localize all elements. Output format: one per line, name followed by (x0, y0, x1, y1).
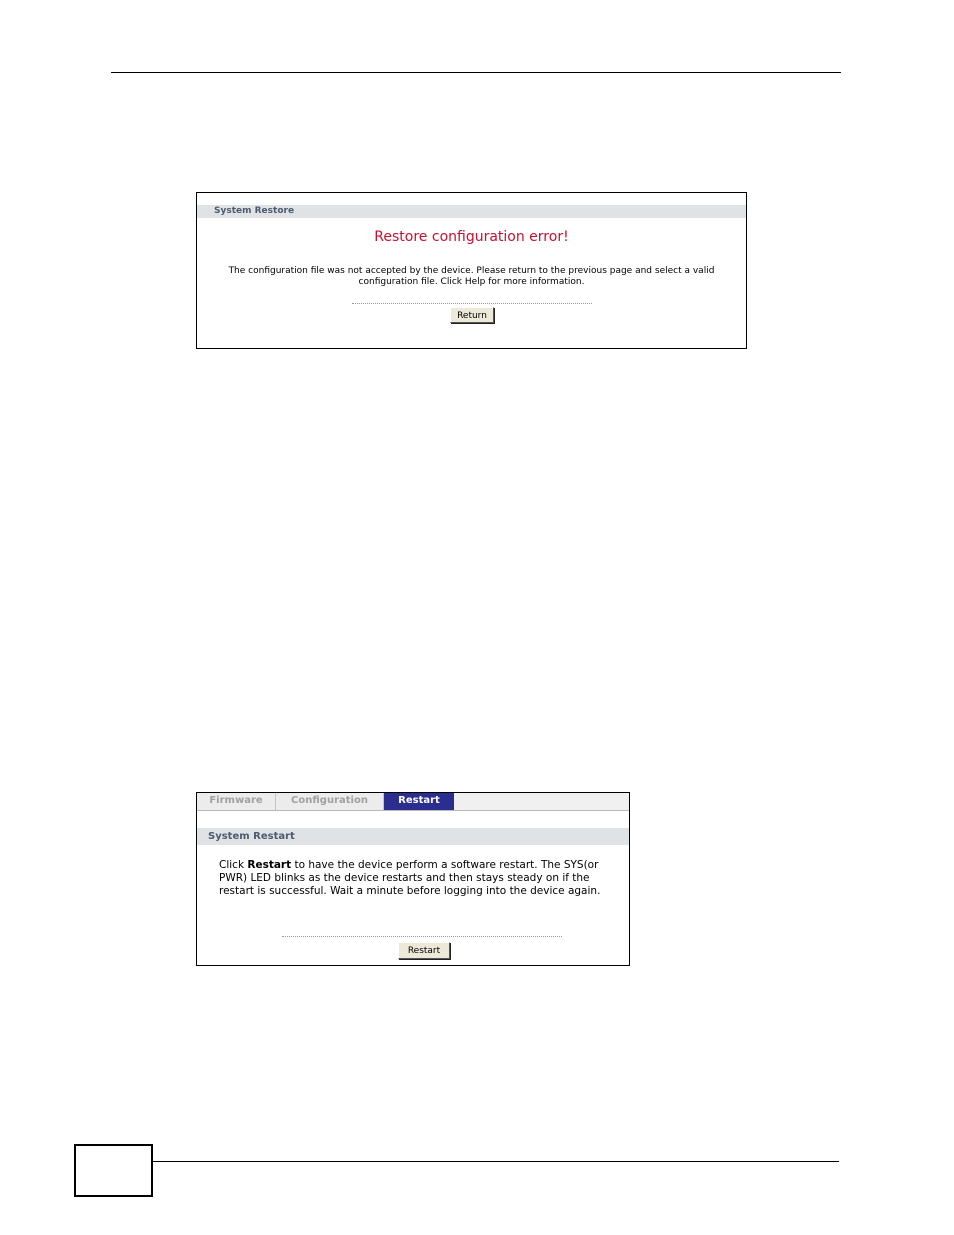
restart-message (219, 859, 619, 898)
dotted-divider (352, 303, 592, 304)
footer-rule (151, 1161, 839, 1162)
system-restore-screenshot (196, 192, 747, 349)
header-rule (111, 72, 841, 73)
error-message-line: The configuration file was not accepted by the device. Please return to the previous page and select a valid (228, 266, 715, 276)
system-restart-screenshot (196, 792, 630, 966)
page-number-box (74, 1144, 153, 1197)
restart-button[interactable]: Restart (398, 942, 450, 959)
restart-keyword: Restart (247, 859, 292, 871)
restart-message-line (219, 859, 619, 872)
panel-header: System Restart (197, 828, 629, 845)
return-button[interactable]: Return (450, 307, 494, 323)
panel-header: System Restore (197, 205, 746, 218)
error-title: Restore configuration error! (374, 229, 569, 245)
restart-message-line: restart is successful. Wait a minute before logging into the device again. (219, 885, 601, 897)
error-message-line: configuration file. Click Help for more information. (358, 277, 585, 287)
restart-message-line: PWR) LED blinks as the device restarts and then stays steady on if the (219, 872, 590, 884)
error-message (217, 266, 726, 288)
restart-message-text: to have the device perform a software restart. The SYS(or (291, 859, 599, 871)
tab-restart[interactable]: Restart (384, 793, 454, 810)
restart-message-text: Click (219, 859, 248, 871)
tab-configuration[interactable]: Configuration (276, 793, 384, 810)
tab-bar (197, 793, 629, 811)
tab-firmware[interactable]: Firmware (197, 793, 276, 810)
dotted-divider (282, 936, 562, 937)
